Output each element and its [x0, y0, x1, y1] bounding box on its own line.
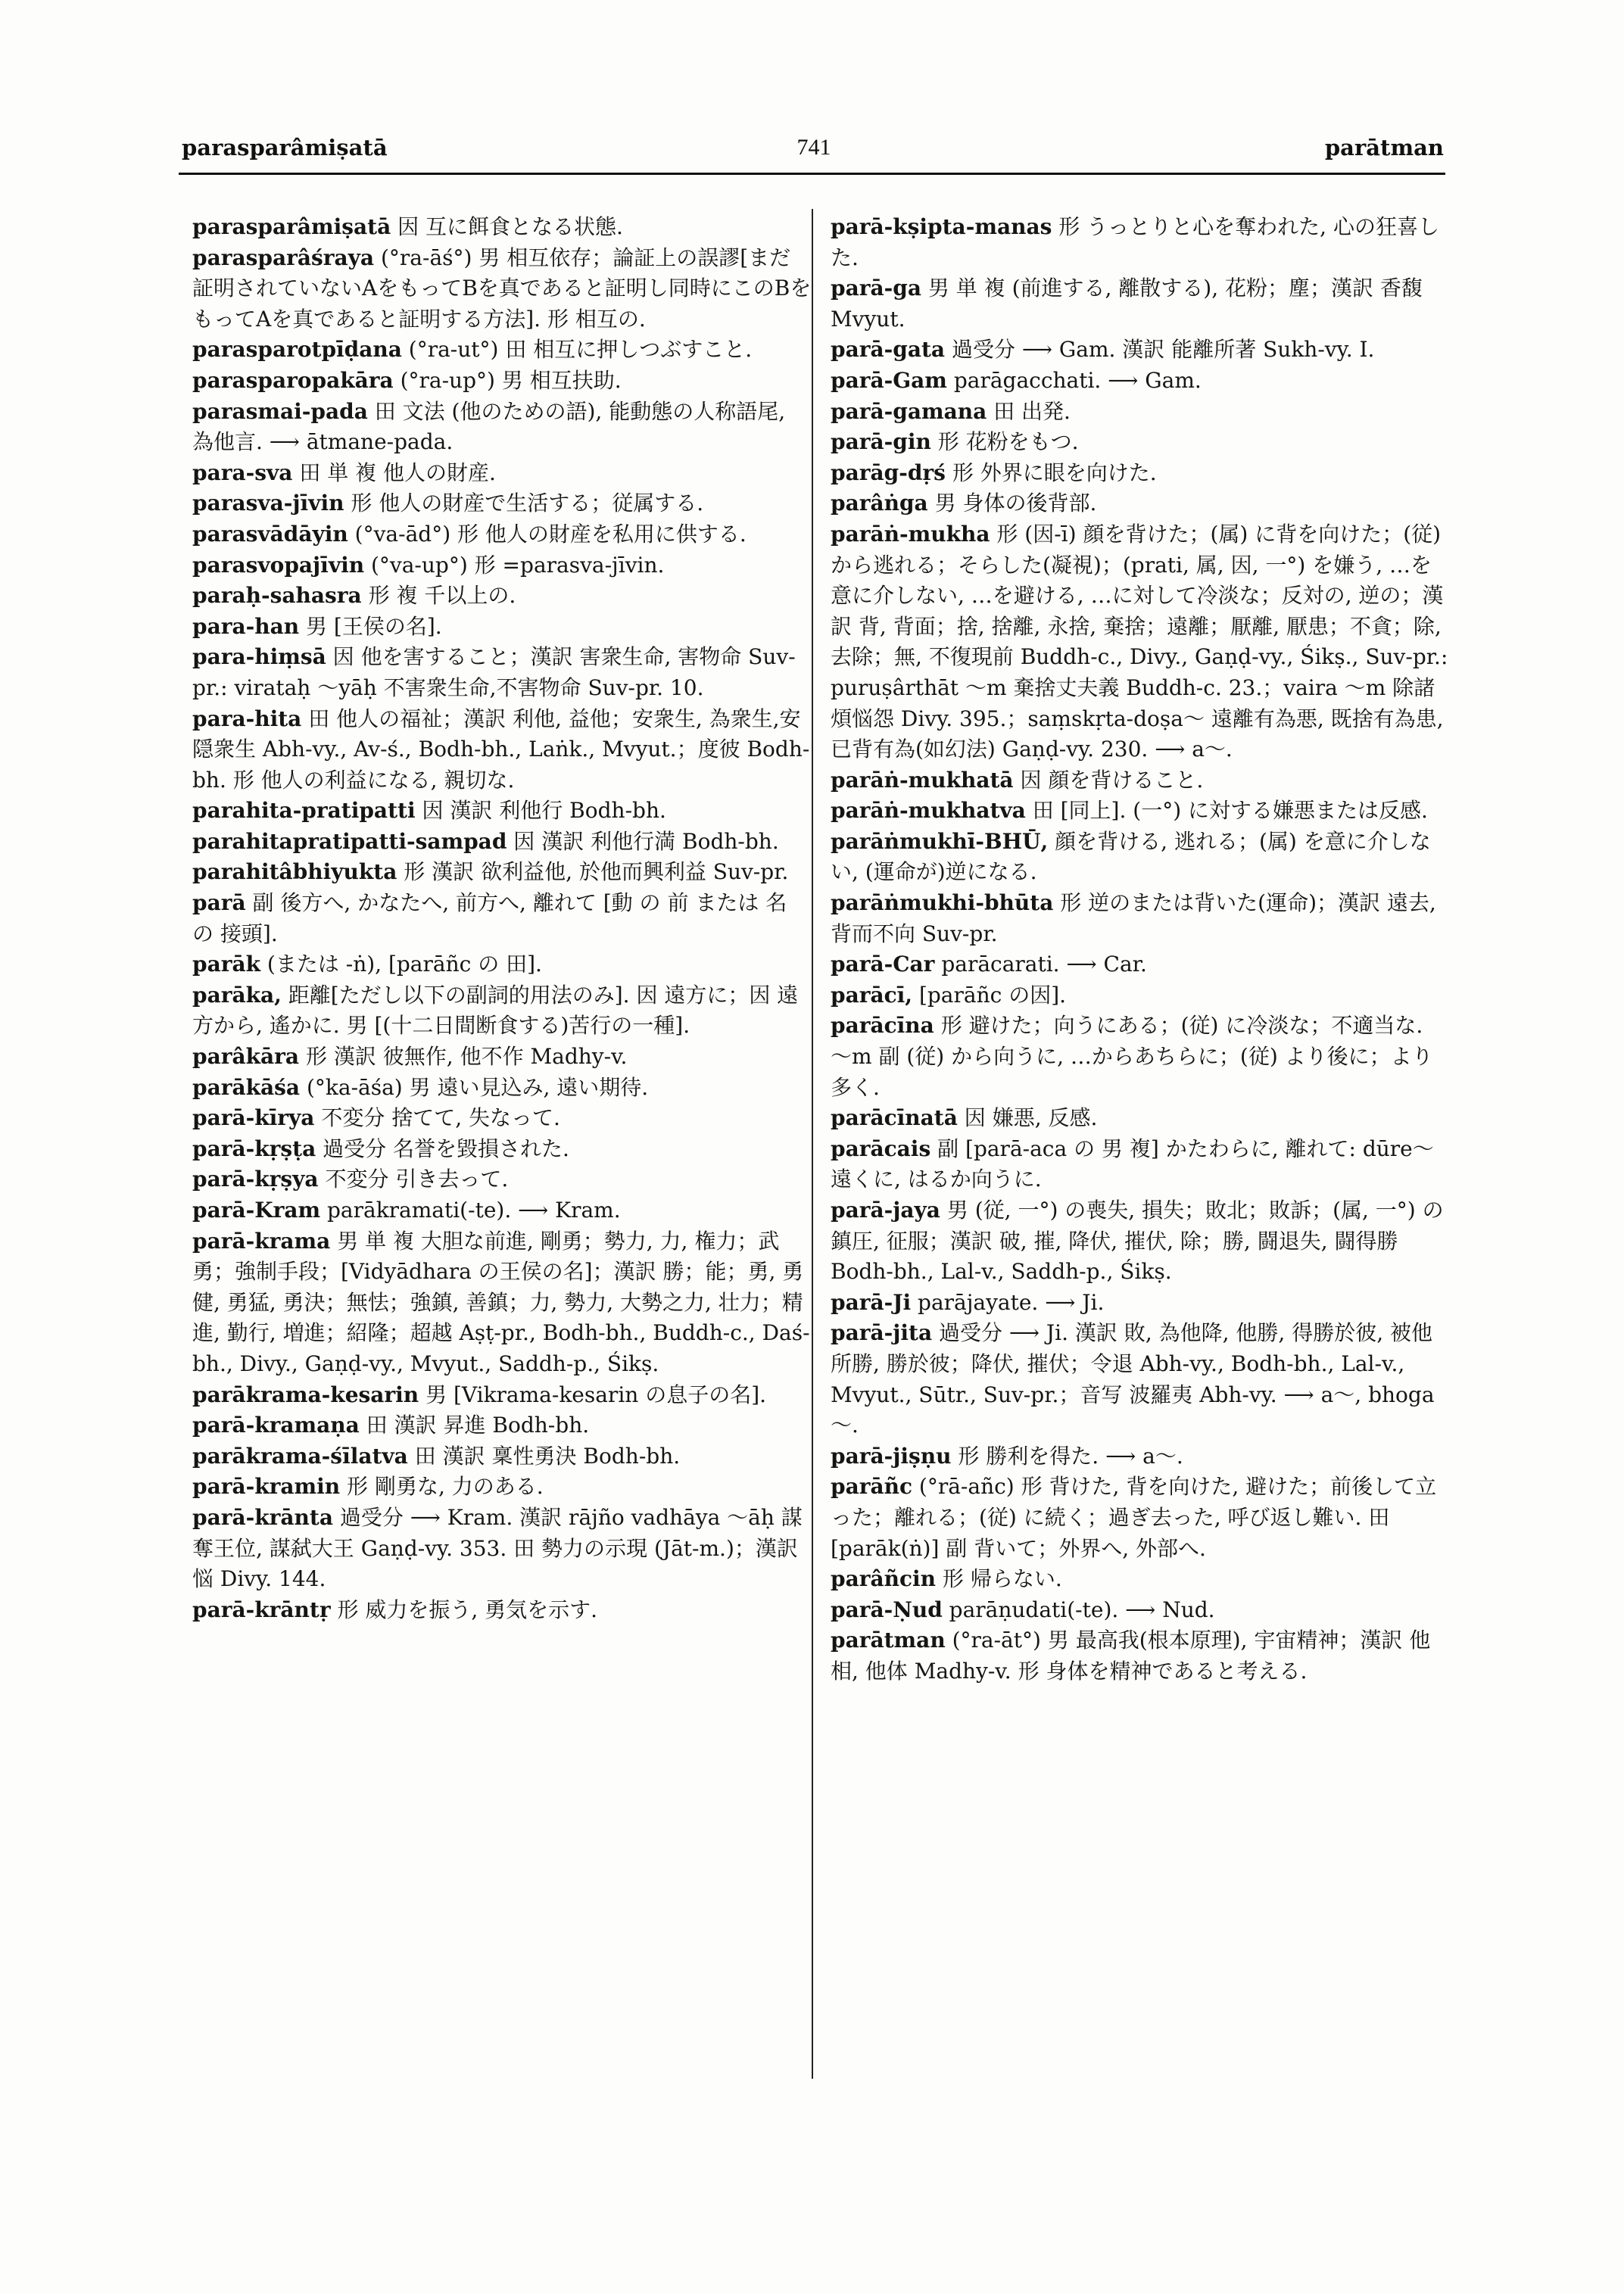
entry-definition: 形 うっとりと心を奪われた, 心の狂喜した. — [831, 214, 1439, 270]
dictionary-entry — [192, 642, 812, 703]
entry-definition: 形 外界に眼を向けた. — [945, 460, 1157, 485]
entry-headword: parāka, — [192, 982, 282, 1008]
entry-definition: (°va-ād°) 形 他人の財産を私用に供する. — [348, 521, 747, 547]
entry-headword: parā-Kram — [192, 1198, 321, 1223]
dictionary-entry — [192, 888, 812, 949]
entry-definition: parākramati(-te). ⟶ Kram. — [320, 1198, 621, 1223]
dictionary-entry — [831, 1564, 1450, 1595]
dictionary-entry — [192, 704, 812, 796]
entry-headword: parā-krama — [192, 1228, 331, 1254]
entry-headword: parā-jiṣṇu — [831, 1443, 952, 1469]
entry-definition: (°rā-añc) 形 背けた, 背を向けた, 避けた；前後して立った；離れる；(従) に続く；過ぎ去った, 呼び返し難い. 田 [parāk(ṅ)] 副 背いて；外界へ, 外部へ. — [831, 1474, 1437, 1561]
entry-headword: parasparopakāra — [192, 367, 394, 393]
dictionary-entry — [192, 1472, 812, 1503]
column-divider — [812, 209, 813, 2079]
dictionary-entry — [831, 1195, 1450, 1288]
entry-headword: parahitapratipatti-sampad — [192, 828, 507, 854]
entry-headword: parāṅmukhī-BHŪ, — [831, 828, 1049, 854]
dictionary-entry — [192, 1595, 812, 1626]
dictionary-entry — [831, 458, 1450, 489]
dictionary-entry — [831, 1011, 1450, 1103]
dictionary-entry — [192, 796, 812, 827]
dictionary-entry — [831, 949, 1450, 980]
dictionary-entry — [831, 1441, 1450, 1472]
entry-definition: 男 身体の後背部. — [927, 491, 1097, 516]
entry-definition: (または -ṅ), [parāñc の 田]. — [260, 952, 542, 977]
dictionary-entry — [831, 335, 1450, 366]
entry-headword: parākrama-kesarin — [192, 1382, 419, 1407]
entry-definition: 因 漢訳 利他行 Bodh-bh. — [415, 798, 666, 824]
dictionary-entry — [192, 335, 812, 366]
entry-headword: paraḥ-sahasra — [192, 583, 362, 609]
dictionary-entry — [831, 1134, 1450, 1195]
entry-headword: parā-gamana — [831, 398, 987, 424]
entry-headword: parasparotpīḍana — [192, 337, 402, 363]
entry-headword: parā-gin — [831, 429, 931, 455]
entry-headword: parasparâmiṣatā — [192, 214, 391, 239]
entry-headword: parasmai-pada — [192, 398, 368, 424]
entry-definition: 形 避けた；向うにある；(従) に冷淡な；不適当な. ～m 副 (従) から向うに, …からあちらに；(従) より後に；より多く. — [831, 1013, 1433, 1100]
dictionary-entry — [192, 1103, 812, 1134]
dictionary-entry — [192, 212, 812, 243]
entry-definition: 因 他を害すること；漢訳 害衆生命, 害物命 Suv-pr.: virataḥ ～yāḥ 不害衆生命,不害物命 Suv-pr. 10. — [192, 644, 796, 700]
entry-headword: parāṅ-mukhatva — [831, 798, 1026, 824]
dictionary-entry — [192, 857, 812, 888]
entry-definition: 形 勝利を得た. ⟶ a～. — [951, 1443, 1183, 1469]
entry-definition: 顔を背ける, 逃れる；(属) を意に介しない, (運命が)逆になる. — [831, 828, 1431, 885]
entry-definition: (°ra-up°) 男 相互扶助. — [393, 367, 622, 393]
entry-headword: parāk — [192, 952, 261, 977]
dictionary-entry — [831, 1472, 1450, 1564]
entry-definition: (°ra-āt°) 男 最高我(根本原理), 宇宙精神；漢訳 他相, 他体 Madhy-v. 形 身体を精神であると考える. — [831, 1628, 1431, 1684]
entry-definition: 因 顔を背けること. — [1013, 767, 1204, 793]
dictionary-entry — [831, 488, 1450, 519]
entry-definition: 田 他人の福祉；漢訳 利他, 益他；安衆生, 為衆生,安隠衆生 Abh-vy., Av-ś., Bodh-bh., Laṅk., Mvyut.；度彼 Bodh-bh. 形 他人の利益になる, 親切な. — [192, 706, 810, 793]
dictionary-entry — [192, 1042, 812, 1073]
entry-definition: 形 威力を振う, 勇気を示す. — [330, 1597, 598, 1622]
dictionary-entry — [831, 980, 1450, 1011]
entry-definition: (°va-up°) 形 =parasva-jīvin. — [364, 552, 665, 578]
dictionary-entry — [831, 888, 1450, 949]
entry-headword: parāṅ-mukha — [831, 521, 990, 547]
entry-headword: parācī, — [831, 982, 913, 1008]
dictionary-entry — [192, 949, 812, 980]
dictionary-entry — [831, 397, 1450, 428]
entry-definition: 田 単 複 他人の財産. — [292, 460, 496, 485]
entry-definition: 形 漢訳 欲利益他, 於他而興利益 Suv-pr. — [397, 859, 789, 885]
dictionary-entry — [831, 1625, 1450, 1687]
entry-definition: parācarati. ⟶ Car. — [934, 952, 1147, 977]
entry-headword: parā-Gam — [831, 367, 947, 393]
entry-definition: 過受分 ⟶ Gam. 漢訳 能離所著 Sukh-vy. I. — [945, 337, 1375, 363]
dictionary-entry — [192, 458, 812, 489]
entry-definition: parāṇudati(-te). ⟶ Nud. — [942, 1597, 1215, 1622]
entry-definition: 田 漢訳 稟性勇決 Bodh-bh. — [407, 1443, 681, 1469]
dictionary-entry — [192, 827, 812, 858]
dictionary-entry — [192, 980, 812, 1042]
entry-headword: parā-ga — [831, 276, 921, 301]
entry-headword: parācais — [831, 1136, 931, 1161]
entry-definition: 因 漢訳 利他行満 Bodh-bh. — [507, 828, 779, 854]
entry-definition: 男 単 複 大胆な前進, 剛勇；勢力, 力, 権力；武勇；強制手段；[Vidyādhara の王侯の名]；漢訳 勝；能；勇, 勇健, 勇猛, 勇決；無怯；強鎮, 善鎮；力, 勢力, 大勢之力, 壮力；精進, 勤行, 増進；紹隆；超越 Aṣṭ-pr., Bodh-bh., Buddh-c., Daś-bh., Divy., Gaṇḍ-vy., Mvyut., Saddh-p., Śikṣ. — [192, 1228, 810, 1376]
entry-headword: parā-krāntṛ — [192, 1597, 331, 1622]
entry-definition: (°ka-āśa) 男 遠い見込み, 遠い期待. — [300, 1074, 649, 1100]
dictionary-entry — [831, 1318, 1450, 1441]
dictionary-entry — [831, 273, 1450, 335]
dictionary-entry — [192, 366, 812, 397]
dictionary-entry — [831, 366, 1450, 397]
dictionary-entry — [192, 488, 812, 519]
entry-definition: 不変分 引き去って. — [318, 1167, 509, 1192]
entry-definition: 形 逆のまたは背いた(運命)；漢訳 遠去, 背而不向 Suv-pr. — [831, 890, 1436, 946]
entry-definition: 不変分 捨てて, 失なって. — [314, 1105, 560, 1131]
right-column — [831, 212, 1450, 1687]
entry-definition: 形 漢訳 彼無作, 他不作 Madhy-v. — [299, 1044, 628, 1070]
dictionary-entry — [192, 1195, 812, 1226]
entry-definition: 過受分 名誉を毀損された. — [316, 1136, 569, 1161]
dictionary-entry — [192, 550, 812, 581]
entry-headword: parācīna — [831, 1013, 934, 1039]
entry-definition: (°ra-ut°) 田 相互に押しつぶすこと. — [401, 337, 753, 363]
entry-definition: 因 嫌悪, 反感. — [957, 1105, 1098, 1131]
entry-headword: parāg-dṛś — [831, 460, 946, 485]
entry-headword: parasvādāyin — [192, 521, 348, 547]
entry-definition: 田 漢訳 昇進 Bodh-bh. — [359, 1413, 590, 1438]
dictionary-entry — [831, 1595, 1450, 1626]
entry-headword: para-sva — [192, 460, 293, 485]
dictionary-entry — [831, 1288, 1450, 1319]
entry-headword: parāṅ-mukhatā — [831, 767, 1014, 793]
entry-definition: 副 後方へ, かなたへ, 前方へ, 離れて [動 の 前 または 名 の 接頭]. — [192, 890, 787, 946]
entry-definition: 形 (因-ī) 顔を背けた；(属) に背を向けた；(従) から逃れる；そらした(凝視)；(prati, 属, 因, 一°) を嫌う, …を意に介しない, …を避ける, …に対して冷淡な；反対の, 逆の；漢訳 背, 背面；捨, 捨離, 永捨, 棄捨；遠離；厭離, 厭患；不貪；除, 去除；無, 不復現前 Buddh-c., Divy., Gaṇḍ-vy., Śikṣ., Suv-pr.: puruṣârthāt ～m 棄捨丈夫義 Buddh-c. 23.；vaira ～m 除諸煩悩怨 Divy. 395.；saṃskṛta-doṣa～ 遠離有為悪, 既捨有為患, 已背有為(如幻法) Gaṇḍ-vy. 230. ⟶ a～. — [831, 521, 1448, 762]
entry-headword: parā-Ṇud — [831, 1597, 943, 1622]
entry-definition: 田 文法 (他のための語), 能動態の人称語尾, 為他言. ⟶ ātmane-pada. — [192, 398, 786, 455]
entry-headword: parā-gata — [831, 337, 946, 363]
entry-headword: parā — [192, 890, 246, 916]
entry-headword: parasparâśraya — [192, 245, 375, 270]
entry-definition: 形 複 千以上の. — [361, 583, 516, 609]
entry-headword: parā-jita — [831, 1320, 933, 1346]
dictionary-entry — [192, 1134, 812, 1165]
entry-headword: parātman — [831, 1628, 946, 1653]
entry-headword: parā-kramin — [192, 1474, 341, 1500]
dictionary-entry — [192, 397, 812, 458]
entry-headword: parākāśa — [192, 1074, 301, 1100]
entry-definition: [parāñc の因]. — [912, 982, 1067, 1008]
entry-headword: parā-Ji — [831, 1289, 912, 1315]
dictionary-entry — [192, 519, 812, 550]
entry-headword: para-hita — [192, 706, 302, 731]
entry-headword: parāṅmukhi-bhūta — [831, 890, 1054, 916]
entry-definition: 男 [Vikrama-kesarin の息子の名]. — [419, 1382, 767, 1407]
entry-definition: 田 [同上]. (一°) に対する嫌悪または反感. — [1025, 798, 1428, 824]
entry-headword: parāñc — [831, 1474, 913, 1500]
entry-definition: 男 (従, 一°) の喪失, 損失；敗北；敗訴；(属, 一°) の鎮圧, 征服；漢訳 破, 摧, 降伏, 摧伏, 除；勝, 闘退失, 闘得勝 Bodh-bh., Lal-v., Saddh-p., Śikṣ. — [831, 1198, 1444, 1285]
entry-definition: 形 他人の財産で生活する；従属する. — [344, 491, 704, 516]
dictionary-entry — [831, 765, 1450, 796]
left-column — [192, 212, 812, 1625]
dictionary-entry — [192, 1226, 812, 1380]
entry-definition: 男 単 複 (前進する, 離散する), 花粉；塵；漢訳 香馥 Mvyut. — [831, 276, 1423, 332]
dictionary-entry — [831, 1103, 1450, 1134]
dictionary-entry — [192, 1073, 812, 1104]
entry-headword: parākrama-śīlatva — [192, 1443, 408, 1469]
page-number: 741 — [796, 135, 831, 160]
entry-headword: parā-kṛṣṭa — [192, 1136, 316, 1161]
entry-headword: parā-kṛṣya — [192, 1167, 319, 1192]
entry-definition: parājayate. ⟶ Ji. — [911, 1289, 1105, 1315]
entry-headword: parā-kramaṇa — [192, 1413, 360, 1438]
dictionary-entry — [192, 1441, 812, 1472]
entry-definition: 副 [parā-aca の 男 複] かたわらに, 離れて: dūre～ 遠くに, はるか向うに. — [831, 1136, 1434, 1192]
entry-definition: (°ra-āś°) 男 相互依存；論証上の誤謬[まだ証明されていないAをもってBを真であると証明し同時にこのBをもってAを真であると証明する方法]. 形 相互の. — [192, 245, 812, 332]
entry-definition: 形 帰らない. — [936, 1566, 1062, 1592]
header-rule — [179, 173, 1445, 175]
entry-headword: parahitâbhiyukta — [192, 859, 397, 885]
dictionary-entry — [831, 427, 1450, 458]
dictionary-entry — [192, 581, 812, 612]
dictionary-entry — [831, 212, 1450, 273]
entry-headword: parâñcin — [831, 1566, 937, 1592]
dictionary-entry — [831, 519, 1450, 765]
entry-headword: parā-kīrya — [192, 1105, 315, 1131]
entry-definition: 男 [王侯の名]. — [299, 613, 442, 639]
entry-headword: para-hiṃsā — [192, 644, 326, 670]
entry-headword: parā-kṣipta-manas — [831, 214, 1052, 239]
entry-headword: parā-jaya — [831, 1198, 940, 1223]
entry-definition: 形 剛勇な, 力のある. — [340, 1474, 544, 1500]
dictionary-entry — [192, 1410, 812, 1441]
entry-headword: parācīnatā — [831, 1105, 958, 1131]
dictionary-entry — [831, 796, 1450, 827]
entry-definition: 過受分 ⟶ Kram. 漢訳 rājño vadhāya ～āḥ 謀奪王位, 謀弑大王 Gaṇḍ-vy. 353. 田 勢力の示現 (Jāt-m.)；漢訳 悩 Divy. 144. — [192, 1504, 803, 1592]
dictionary-entry — [831, 827, 1450, 888]
entry-headword: parasvopajīvin — [192, 552, 365, 578]
entry-headword: parā-krānta — [192, 1504, 333, 1530]
entry-definition: 距離[ただし以下の副詞的用法のみ]. 因 遠方に；因 遠方から, 遙かに. 男 [(十二日間断食する)苦行の一種]. — [192, 982, 799, 1039]
entry-headword: parahita-pratipatti — [192, 798, 416, 824]
entry-headword: parâkāra — [192, 1044, 300, 1070]
entry-definition: 過受分 ⟶ Ji. 漢訳 敗, 為他降, 他勝, 得勝於彼, 被他所勝, 勝於彼；降伏, 摧伏；令退 Abh-vy., Bodh-bh., Lal-v., Mvyut., Sūtr., Suv-pr.；音写 波羅夷 Abh-vy. ⟶ a～, bhoga～. — [831, 1320, 1435, 1438]
entry-definition: parāgacchati. ⟶ Gam. — [946, 367, 1202, 393]
dictionary-entry — [192, 243, 812, 335]
dictionary-entry — [192, 612, 812, 643]
entry-headword: parâṅga — [831, 491, 928, 516]
dictionary-entry — [192, 1503, 812, 1595]
running-head-left: parasparâmiṣatā — [182, 135, 388, 160]
entry-headword: parasva-jīvin — [192, 491, 344, 516]
entry-headword: parā-Car — [831, 952, 935, 977]
dictionary-entry — [192, 1380, 812, 1411]
entry-definition: 田 出発. — [987, 398, 1071, 424]
entry-headword: para-han — [192, 613, 300, 639]
entry-definition: 形 花粉をもつ. — [930, 429, 1079, 455]
dictionary-entry — [192, 1164, 812, 1195]
entry-definition: 因 互に餌食となる状態. — [391, 214, 623, 239]
running-head-right: parātman — [1324, 135, 1444, 160]
